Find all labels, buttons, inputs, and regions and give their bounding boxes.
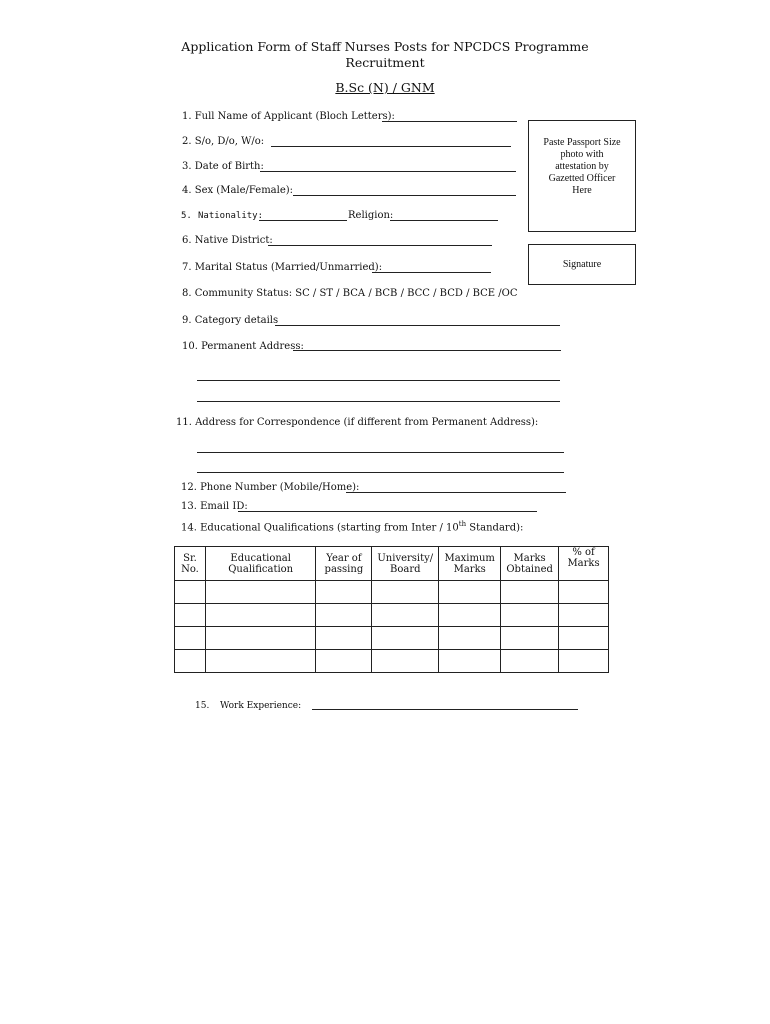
form-subtitle (0, 80, 770, 96)
header-marks-obtained: Marks Obtained (501, 547, 559, 581)
field-full-name-label: 1. Full Name of Applicant (Bloch Letters): (182, 111, 395, 122)
header-qualification: Educational Qualification (205, 547, 316, 581)
field-education-sup: th (458, 520, 467, 528)
table-cell[interactable] (372, 604, 439, 627)
table-cell[interactable] (205, 581, 316, 604)
table-cell[interactable] (175, 627, 206, 650)
photo-box[interactable] (528, 120, 636, 232)
table-cell[interactable] (205, 627, 316, 650)
field-relation-input[interactable] (271, 146, 511, 147)
table-cell[interactable] (175, 650, 206, 673)
field-religion-label: Religion: (348, 210, 394, 221)
table-cell[interactable] (205, 650, 316, 673)
table-row (175, 650, 609, 673)
field-correspondence-line2[interactable] (197, 472, 564, 473)
field-education-label (181, 518, 523, 534)
table-cell[interactable] (559, 604, 609, 627)
header-board: University/ Board (372, 547, 439, 581)
table-cell[interactable] (559, 581, 609, 604)
table-row (175, 604, 609, 627)
field-relation-label: 2. S/o, D/o, W/o: (182, 136, 265, 147)
field-nationality-number: 5. (181, 211, 192, 221)
photo-box-line2: photo with (560, 149, 604, 160)
education-table (174, 546, 609, 673)
field-email-input[interactable] (238, 511, 537, 512)
field-dob-input[interactable] (260, 171, 516, 172)
header-percent: % of Marks (559, 547, 609, 581)
field-nationality-label: Nationality: (198, 211, 264, 221)
field-marital-input[interactable] (372, 272, 491, 273)
field-district-input[interactable] (268, 245, 492, 246)
field-permanent-address-line2[interactable] (197, 380, 560, 381)
signature-box[interactable] (528, 244, 636, 285)
education-table-header (175, 547, 609, 581)
form-title (0, 39, 770, 71)
photo-box-line4: Gazetted Officer (548, 173, 616, 184)
table-cell[interactable] (372, 627, 439, 650)
field-sex-input[interactable] (293, 195, 516, 196)
header-sr-no: Sr. No. (175, 547, 206, 581)
table-cell[interactable] (439, 581, 501, 604)
table-cell[interactable] (316, 604, 372, 627)
table-cell[interactable] (501, 581, 559, 604)
table-cell[interactable] (316, 650, 372, 673)
header-max-marks: Maximum Marks (439, 547, 501, 581)
field-dob-label: 3. Date of Birth: (182, 161, 264, 172)
photo-box-line3: attestation by (555, 161, 609, 172)
field-correspondence-line1[interactable] (197, 452, 564, 453)
table-cell[interactable] (175, 581, 206, 604)
table-cell[interactable] (316, 627, 372, 650)
field-email-label: 13. Email ID: (181, 501, 248, 512)
field-full-name-input[interactable] (382, 121, 517, 122)
table-cell[interactable] (559, 650, 609, 673)
field-sex-label: 4. Sex (Male/Female): (182, 185, 294, 196)
table-cell[interactable] (439, 604, 501, 627)
field-correspondence-label: 11. Address for Correspondence (if different from Permanent Address): (176, 417, 539, 428)
form-title-line2: Recruitment (345, 55, 425, 70)
field-district-label: 6. Native District: (182, 235, 273, 246)
field-permanent-address-line3[interactable] (197, 401, 560, 402)
field-work-experience-label: Work Experience: (220, 701, 302, 711)
form-title-line1: Application Form of Staff Nurses Posts for NPCDCS Programme (181, 39, 589, 54)
table-cell[interactable] (501, 604, 559, 627)
field-permanent-address-line1[interactable] (293, 350, 561, 351)
signature-label: Signature (562, 259, 602, 270)
table-cell[interactable] (372, 650, 439, 673)
table-cell[interactable] (439, 650, 501, 673)
field-work-experience-input[interactable] (312, 709, 578, 710)
field-education-label-text: 14. Educational Qualifications (starting from Inter / 10 (181, 522, 459, 534)
form-subtitle-text: B.Sc (N) / GNM (335, 80, 435, 95)
table-cell[interactable] (372, 581, 439, 604)
table-cell[interactable] (316, 581, 372, 604)
field-phone-input[interactable] (346, 492, 566, 493)
field-nationality-input[interactable] (259, 220, 347, 221)
table-row (175, 581, 609, 604)
field-religion-input[interactable] (390, 220, 498, 221)
table-cell[interactable] (175, 604, 206, 627)
field-category-input[interactable] (275, 325, 560, 326)
table-cell[interactable] (439, 627, 501, 650)
table-cell[interactable] (205, 604, 316, 627)
header-year: Year of passing (316, 547, 372, 581)
field-permanent-address-label: 10. Permanent Address: (182, 341, 304, 352)
table-cell[interactable] (559, 627, 609, 650)
field-education-label-end: Standard): (466, 522, 524, 534)
table-cell[interactable] (501, 627, 559, 650)
field-marital-label: 7. Marital Status (Married/Unmarried): (182, 262, 383, 273)
photo-box-line1: Paste Passport Size (543, 137, 621, 148)
field-community-label: 8. Community Status: SC / ST / BCA / BCB / BCC / BCD / BCE /OC (182, 288, 518, 299)
field-work-experience-number: 15. (195, 701, 210, 711)
photo-box-line5: Here (572, 185, 592, 196)
field-phone-label: 12. Phone Number (Mobile/Home): (181, 482, 360, 493)
table-cell[interactable] (501, 650, 559, 673)
field-category-label: 9. Category details (182, 315, 279, 326)
table-row (175, 627, 609, 650)
